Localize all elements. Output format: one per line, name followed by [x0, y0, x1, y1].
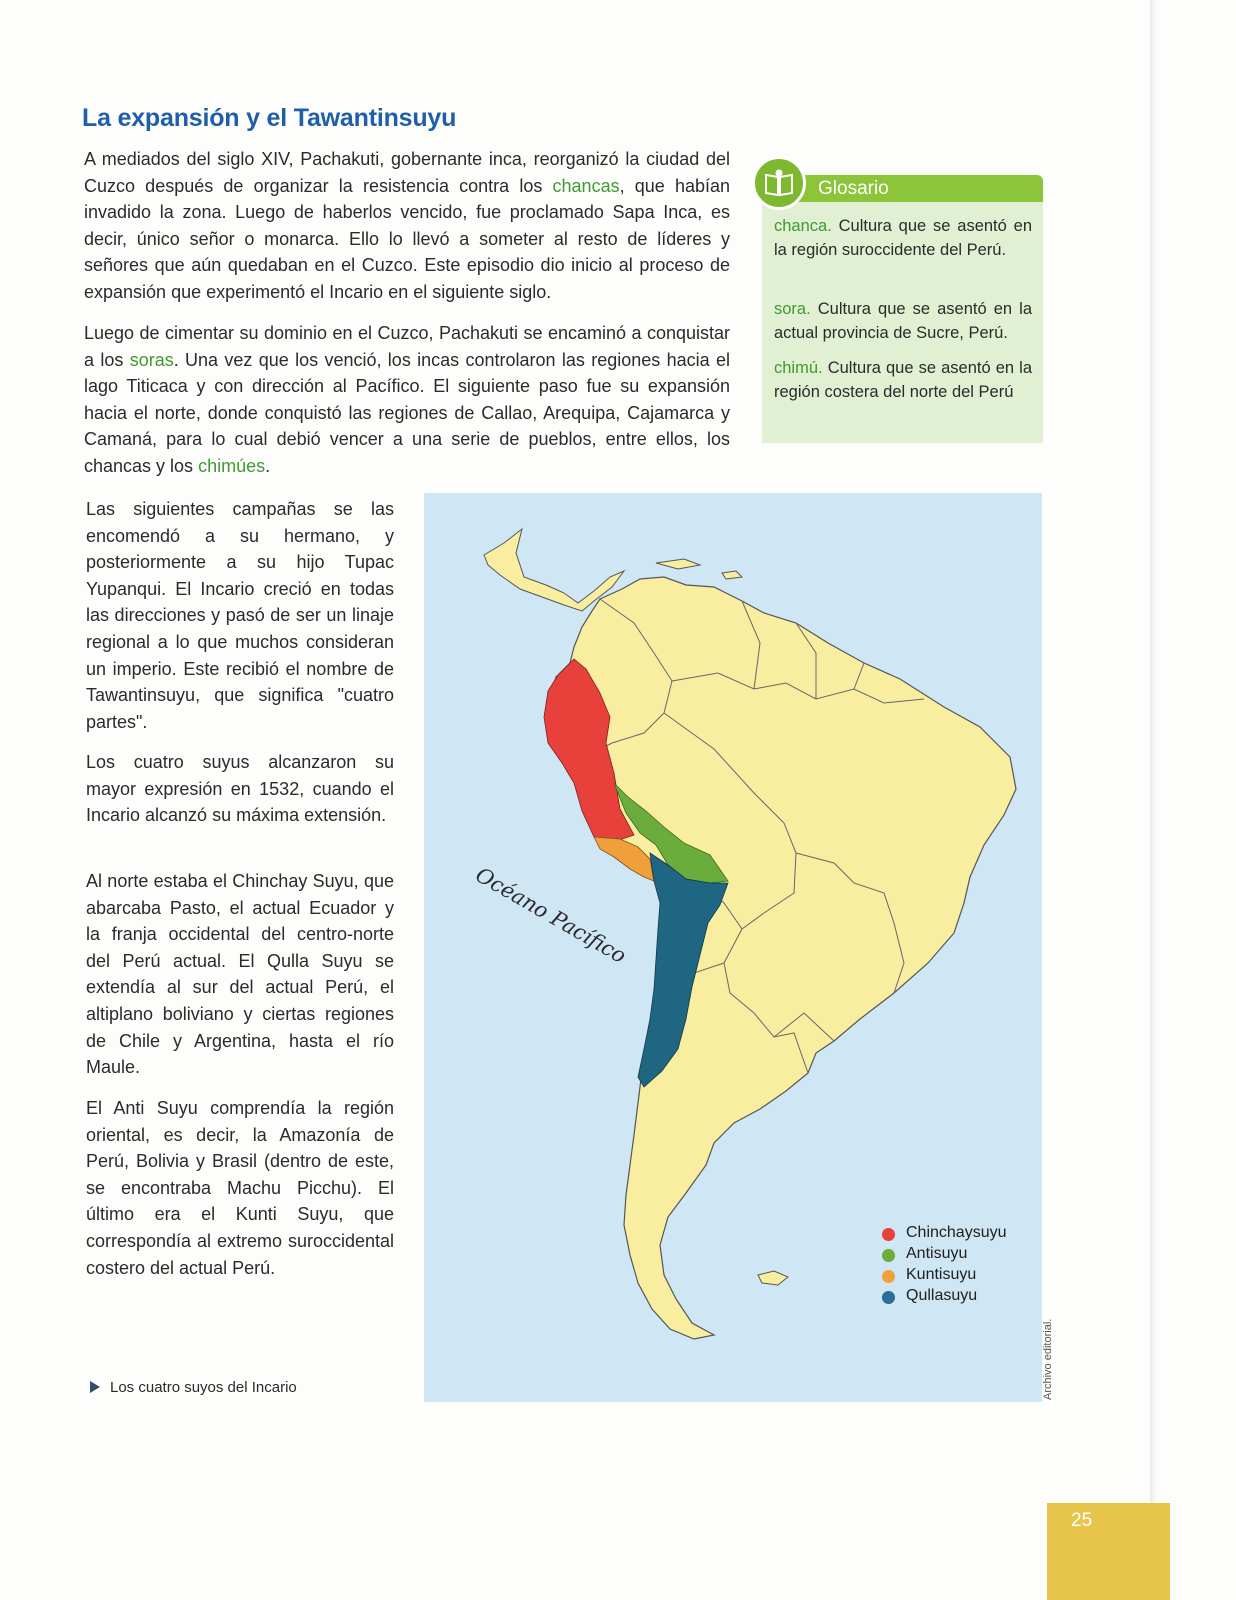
glossary-link-soras[interactable]: soras — [129, 349, 174, 370]
legend-dot — [882, 1291, 895, 1304]
glossary-definition: Cultura que se asentó en la región costera del norte del Perú — [774, 359, 1032, 401]
map-caption — [90, 1379, 297, 1396]
glossary-term: sora. — [774, 300, 811, 318]
legend-label: Antisuyu — [906, 1245, 968, 1262]
paragraph-text: . — [265, 455, 271, 476]
paragraph-text: A mediados del siglo XIV, Pachakuti, gobernante inca, reorganizó la ciudad del Cuzco después de organizar la resistencia contra los — [84, 149, 730, 196]
legend-label: Qullasuyu — [906, 1287, 978, 1304]
glossary-term: chimú. — [774, 359, 823, 377]
legend-dot — [882, 1270, 895, 1283]
glossary-header — [772, 175, 1043, 202]
glossary-term: chanca. — [774, 217, 832, 235]
paragraph-expansion — [84, 320, 730, 480]
legend-dot — [882, 1228, 895, 1241]
page-number: 25 — [1071, 1510, 1093, 1531]
map-caribbean-islands — [656, 559, 742, 579]
glossary-definition: Cultura que se asentó en la actual provincia de Sucre, Perú. — [774, 300, 1032, 342]
page-number-tab — [1047, 1503, 1170, 1600]
book-info-icon — [752, 156, 806, 210]
caption-arrow-icon — [90, 1381, 100, 1393]
page-title: La expansión y el Tawantinsuyu — [82, 104, 457, 132]
glossary-link-chancas[interactable]: chancas — [552, 175, 620, 196]
glossary-entry-sora — [774, 297, 1032, 345]
legend-label: Kuntisuyu — [906, 1266, 977, 1283]
legend-label: Chinchaysuyu — [906, 1224, 1007, 1241]
paragraph-text: , que habían invadido la zona. Luego de haberlos vencido, fue proclamado Sapa Inca, es decir, único señor o monarca. Ello lo llevó a someter al resto de líderes y señores que aún quedaban en el Cuzco. Este episodio dio inicio al proceso de expansión que experimentó el Incario en el siguiente siglo. — [84, 175, 730, 302]
paragraph-text: . Una vez que los venció, los incas controlaron las regiones hacia el lago Titicaca y con dirección al Pacífico. El siguiente paso fue su expansión hacia el norte, donde conquistó las regiones de Callao, Arequipa, Cajamarca y Camaná, para lo cual debió vencer a una serie de pueblos, entre ellos, los chancas y los — [84, 349, 730, 476]
glossary-definition: Cultura que se asentó en la región suroccidente del Perú. — [774, 217, 1032, 259]
paragraph-campaigns: Las siguientes campañas se las encomendó a su hermano, y posteriormente a su hijo Tupac Yupanqui. El Incario creció en todas las direcciones y pasó de ser un linaje regional a lo que muchos consideran un imperio. Este recibió el nombre de Tawantinsuyu, que significa "cuatro partes". — [86, 499, 394, 732]
paragraph-text: Luego de cimentar su dominio en el Cuzco, Pachakuti se encaminó a conquistar a los — [84, 323, 730, 370]
glossary-title: Glosario — [818, 178, 889, 199]
map-falkland-islands — [758, 1271, 788, 1285]
legend-dot — [882, 1249, 895, 1262]
paragraph-suyus: Los cuatro suyus alcanzaron su mayor expresión en 1532, cuando el Incario alcanzó su máxima extensión. — [86, 752, 394, 826]
glossary-entry-chimu — [774, 356, 1032, 404]
glossary-link-chimues[interactable]: chimúes — [198, 455, 266, 476]
paragraph-chinchay-qulla: Al norte estaba el Chinchay Suyu, que abarcaba Pasto, el actual Ecuador y la franja occidental del centro-norte del Perú actual. El Qulla Suyu se extendía al sur del actual Perú, el altiplano boliviano y ciertas regiones de Chile y Argentina, hasta el río Maule. — [86, 871, 394, 1078]
glossary-entry-chanca — [774, 214, 1032, 262]
page-edge-shadow — [1150, 0, 1156, 1600]
caption-text: Los cuatro suyos del Incario — [110, 1379, 297, 1396]
image-credit: Archivo editorial. — [1042, 1318, 1054, 1400]
paragraph-anti-kunti: El Anti Suyu comprendía la región oriental, es decir, la Amazonía de Perú, Bolivia y Brasil (dentro de este, se encontraba Machu Picchu). El último era el Kunti Suyu, que correspondía al extremo suroccidental costero del actual Perú. — [86, 1098, 394, 1278]
paragraph-intro — [84, 146, 730, 306]
ocean-label: Océano Pacífico — [471, 862, 631, 969]
